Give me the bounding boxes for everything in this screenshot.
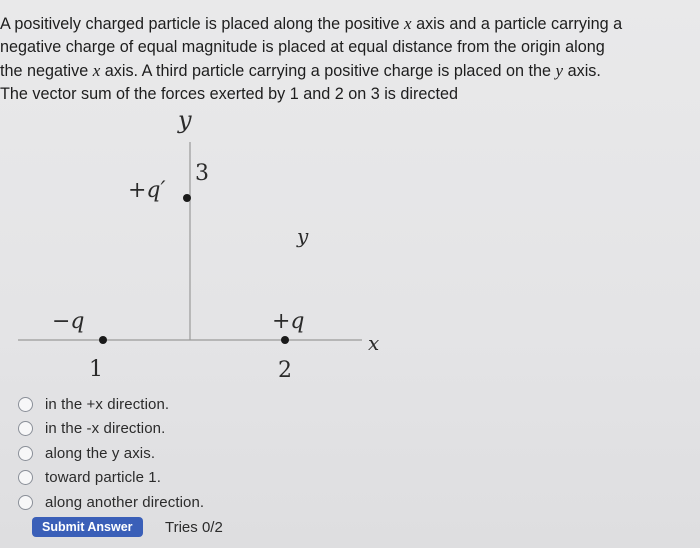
particle-3-dot <box>183 194 191 202</box>
radio-button[interactable] <box>18 446 33 461</box>
particle-2-dot <box>281 336 289 344</box>
particle-3-charge-label: +q′ <box>128 178 166 203</box>
radio-button[interactable] <box>18 397 33 412</box>
particle-1-charge-label: −q <box>52 309 85 334</box>
choice-another-direction[interactable] <box>18 490 204 515</box>
particle-2-number: 2 <box>278 358 292 383</box>
particle-2-charge-label: +q <box>272 309 305 334</box>
x-axis-label: x <box>368 331 380 355</box>
stray-y-label: y <box>297 224 309 248</box>
question-line-4: The vector sum of the forces exerted by 1 and 2 on 3 is directed <box>0 85 458 103</box>
particle-3-number: 3 <box>195 161 209 186</box>
question-line-3: the negative x axis. A third particle carrying a positive charge is placed on the y axis. <box>0 61 601 80</box>
choice-label: in the +x direction. <box>45 395 170 413</box>
choice-plus-x[interactable] <box>18 392 204 417</box>
tries-counter: Tries 0/2 <box>165 519 223 536</box>
charge-diagram <box>0 100 700 390</box>
submit-answer-button[interactable]: Submit Answer <box>32 517 143 537</box>
choice-label: along the y axis. <box>45 444 156 462</box>
particle-1-number: 1 <box>89 357 103 382</box>
choice-minus-x[interactable] <box>18 417 204 442</box>
radio-button[interactable] <box>18 495 33 510</box>
radio-button[interactable] <box>18 470 33 485</box>
choice-label: in the -x direction. <box>45 420 166 438</box>
choice-along-y[interactable] <box>18 441 204 466</box>
answer-choices <box>18 392 204 515</box>
y-axis-label: y <box>178 106 192 134</box>
question-line-2: negative charge of equal magnitude is placed at equal distance from the origin along <box>0 38 605 56</box>
choice-label: along another direction. <box>45 493 205 511</box>
choice-label: toward particle 1. <box>45 469 162 487</box>
radio-button[interactable] <box>18 421 33 436</box>
choice-toward-1[interactable] <box>18 466 204 491</box>
particle-1-dot <box>99 336 107 344</box>
question-text <box>0 12 700 106</box>
question-line-1: A positively charged particle is placed along the positive x axis and a particle carrying a <box>0 14 623 33</box>
